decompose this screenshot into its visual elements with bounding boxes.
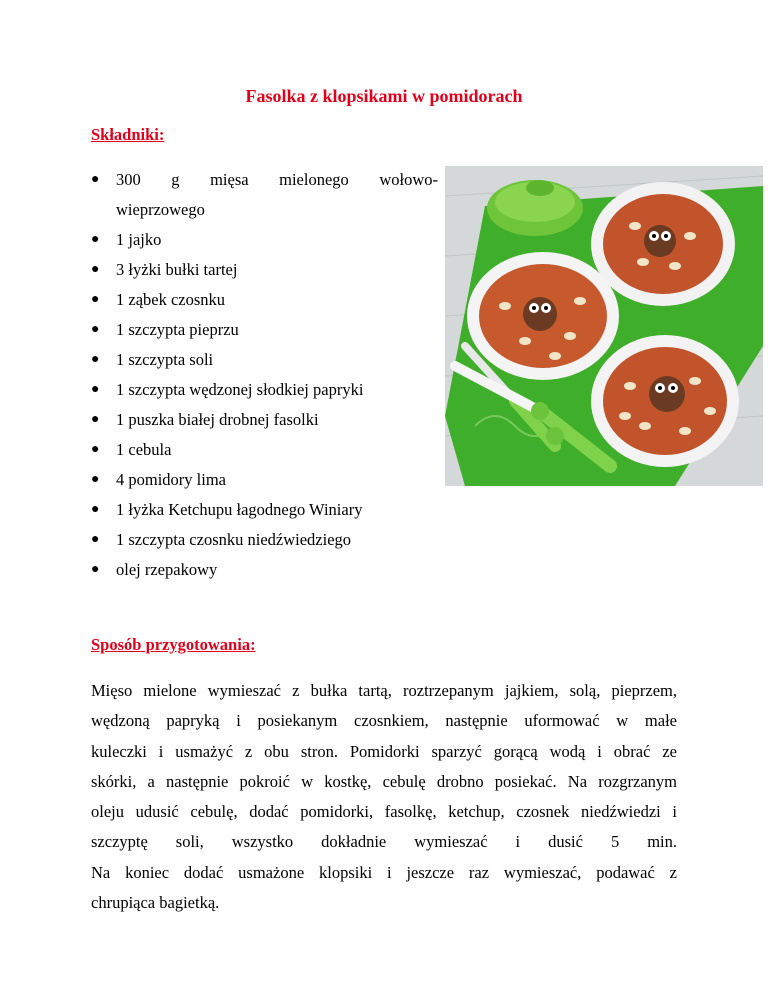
method-paragraph — [91, 676, 677, 918]
list-item — [91, 410, 438, 440]
list-item — [91, 350, 438, 380]
ingredient-text: 1 puszka białej drobnej fasolki — [116, 410, 319, 429]
ingredient-text: 1 łyżka Ketchupu łagodnego Winiary — [116, 500, 363, 519]
method-line: Mięso mielone wymieszać z bułka tartą, roztrzepanym jajkiem, solą, pieprzem, — [91, 681, 677, 700]
recipe-title: Fasolka z klopsikami w pomidorach — [245, 86, 523, 106]
bullet-icon: ● — [91, 562, 100, 577]
ingredient-text: 1 szczypta wędzonej słodkiej papryki — [116, 380, 364, 399]
list-item — [91, 290, 438, 320]
list-item — [91, 230, 438, 260]
recipe-photo — [445, 166, 763, 486]
list-item — [91, 260, 438, 290]
bullet-icon: ● — [91, 382, 100, 397]
list-item — [91, 380, 438, 410]
ingredients-heading: Składniki: — [91, 125, 165, 144]
ingredient-text: 1 cebula — [116, 440, 172, 459]
list-item — [91, 500, 438, 530]
bullet-icon: ● — [91, 172, 100, 187]
bullet-icon: ● — [91, 442, 100, 457]
bullet-icon: ● — [91, 532, 100, 547]
ingredient-text: olej rzepakowy — [116, 560, 218, 579]
ingredient-text: 1 jajko — [116, 230, 162, 249]
bullet-icon: ● — [91, 262, 100, 277]
method-line: szczyptę soli, wszystko dokładnie wymieszać i dusić 5 min. — [91, 832, 677, 852]
ingredients-list — [91, 170, 438, 590]
bullet-icon: ● — [91, 502, 100, 517]
list-item — [91, 170, 438, 230]
method-line: chrupiąca bagietką. — [91, 893, 220, 913]
ingredient-text: 3 łyżki bułki tartej — [116, 260, 238, 279]
ingredient-line: 300 g mięsa mielonego wołowo- — [116, 170, 438, 189]
list-item — [91, 560, 438, 590]
bullet-icon: ● — [91, 412, 100, 427]
bullet-icon: ● — [91, 352, 100, 367]
list-item — [91, 530, 438, 560]
method-line: kuleczki i usmażyć z obu stron. Pomidorki sparzyć gorącą wodą i obrać ze — [91, 741, 677, 761]
method-line: skórki, a następnie pokroić w kostkę, cebulę drobno posiekać. Na rozgrzanym — [91, 771, 677, 791]
bullet-icon: ● — [91, 322, 100, 337]
food-illustration — [445, 166, 763, 486]
bullet-icon: ● — [91, 472, 100, 487]
ingredient-line: wieprzowego — [116, 200, 205, 219]
ingredient-text: 1 ząbek czosnku — [116, 290, 226, 309]
list-item — [91, 470, 438, 500]
method-heading: Sposób przygotowania: — [91, 635, 256, 654]
method-line: oleju udusić cebulę, dodać pomidorki, fasolkę, ketchup, czosnek niedźwiedzi i — [91, 802, 677, 822]
ingredient-text: 4 pomidory lima — [116, 470, 226, 489]
list-item — [91, 440, 438, 470]
bullet-icon: ● — [91, 292, 100, 307]
ingredient-text: 1 szczypta soli — [116, 350, 214, 369]
ingredient-text: 1 szczypta czosnku niedźwiedziego — [116, 530, 352, 549]
method-line: wędzoną papryką i posiekanym czosnkiem, następnie uformować w małe — [91, 711, 677, 731]
method-line: Na koniec dodać usmażone klopsiki i jeszcze raz wymieszać, podawać z — [91, 862, 677, 882]
ingredient-text: 1 szczypta pieprzu — [116, 320, 239, 339]
bullet-icon: ● — [91, 232, 100, 247]
list-item — [91, 320, 438, 350]
